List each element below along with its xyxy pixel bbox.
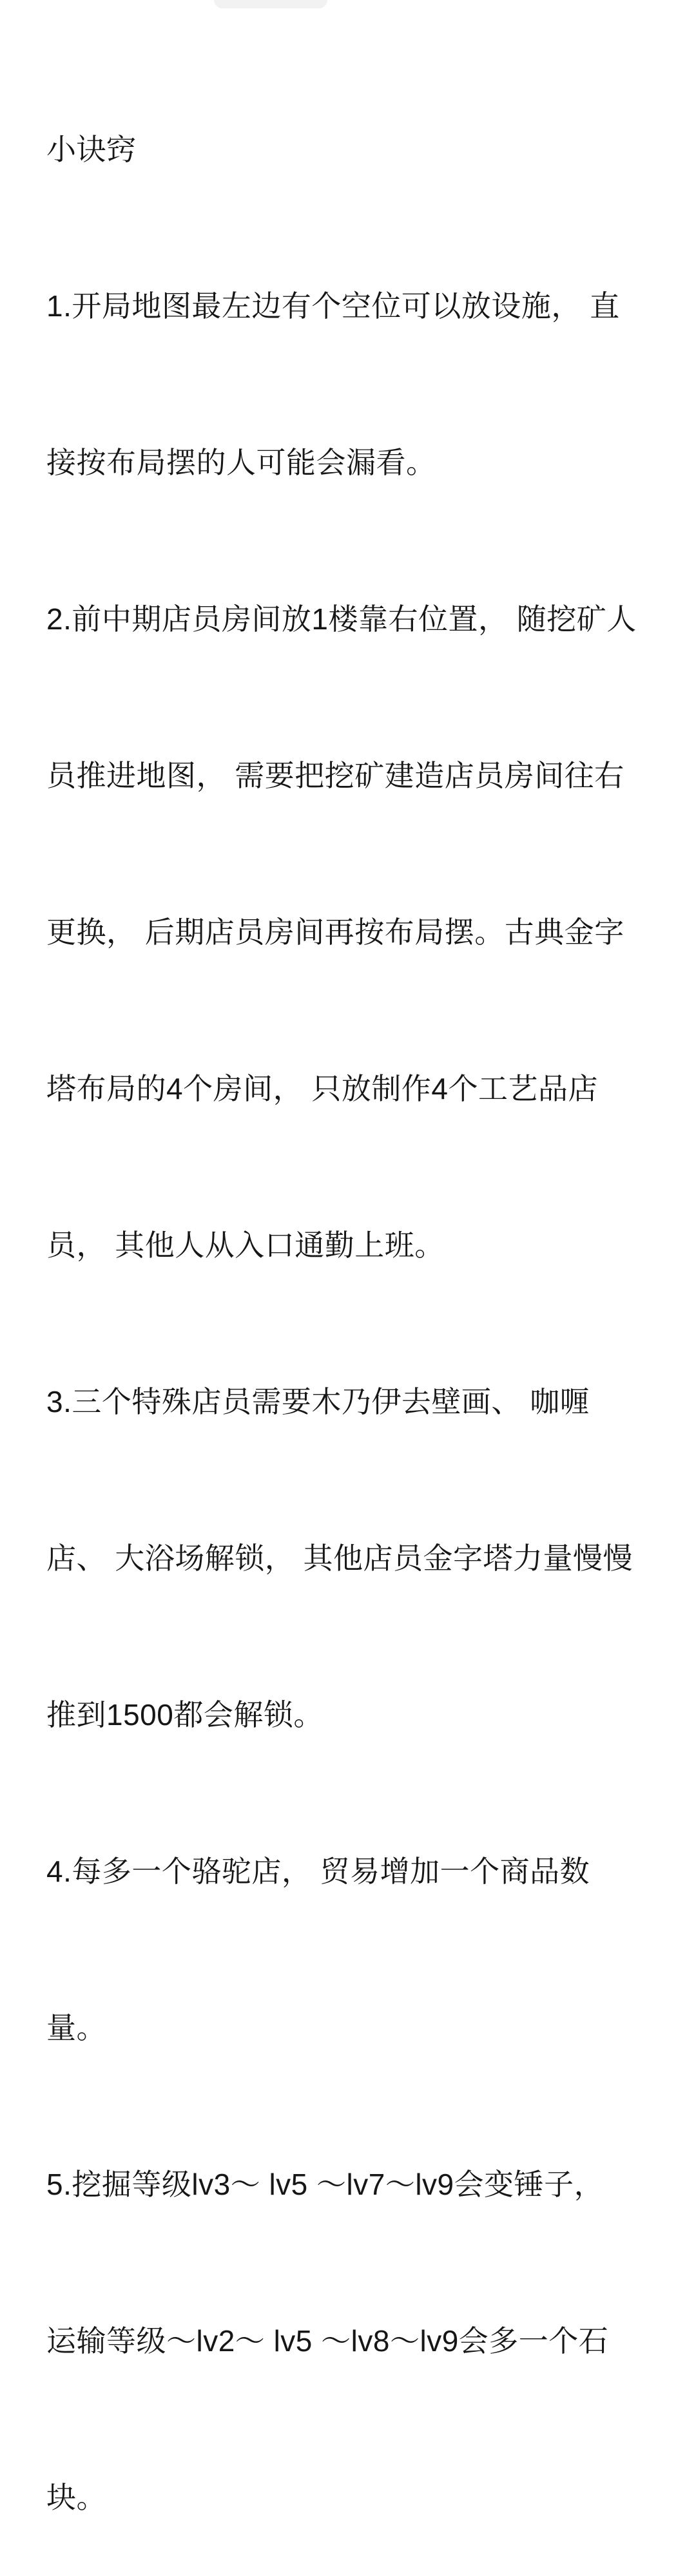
text-line-8: 3.三个特殊店员需要木乃伊去壁画、 咖喱 — [46, 1385, 590, 1418]
text-line-2: 接按布局摆的人可能会漏看。 — [46, 446, 436, 479]
top-rounded-element-fragment — [214, 0, 327, 8]
text-line-6: 塔布局的4个房间， 只放制作4个工艺品店 — [46, 1072, 598, 1105]
note-body — [0, 19, 696, 2576]
note-title: 小诀窍 — [46, 133, 137, 166]
text-line-11: 4.每多一个骆驼店， 贸易增加一个商品数 — [46, 1855, 590, 1888]
text-line-3: 2.前中期店员房间放1楼靠右位置， 随挖矿人 — [46, 602, 637, 636]
text-line-14: 运输等级～lv2～ lv5 ～lv8～lv9会多一个石 — [46, 2324, 609, 2358]
text-line-1: 1.开局地图最左边有个空位可以放设施， 直 — [46, 289, 620, 323]
text-line-4: 员推进地图， 需要把挖矿建造店员房间往右 — [46, 759, 624, 792]
text-line-12: 量。 — [46, 2011, 106, 2045]
text-line-13: 5.挖掘等级lv3～ lv5 ～lv7～lv9会变锤子， — [46, 2168, 604, 2201]
text-line-5: 更换， 后期店员房间再按布局摆。古典金字 — [46, 915, 624, 949]
text-line-9: 店、 大浴场解锁， 其他店员金字塔力量慢慢 — [46, 1541, 633, 1575]
text-line-7: 员， 其他人从入口通勤上班。 — [46, 1228, 445, 1262]
text-line-10: 推到1500都会解锁。 — [46, 1698, 324, 1732]
text-line-15: 块。 — [46, 2481, 106, 2514]
